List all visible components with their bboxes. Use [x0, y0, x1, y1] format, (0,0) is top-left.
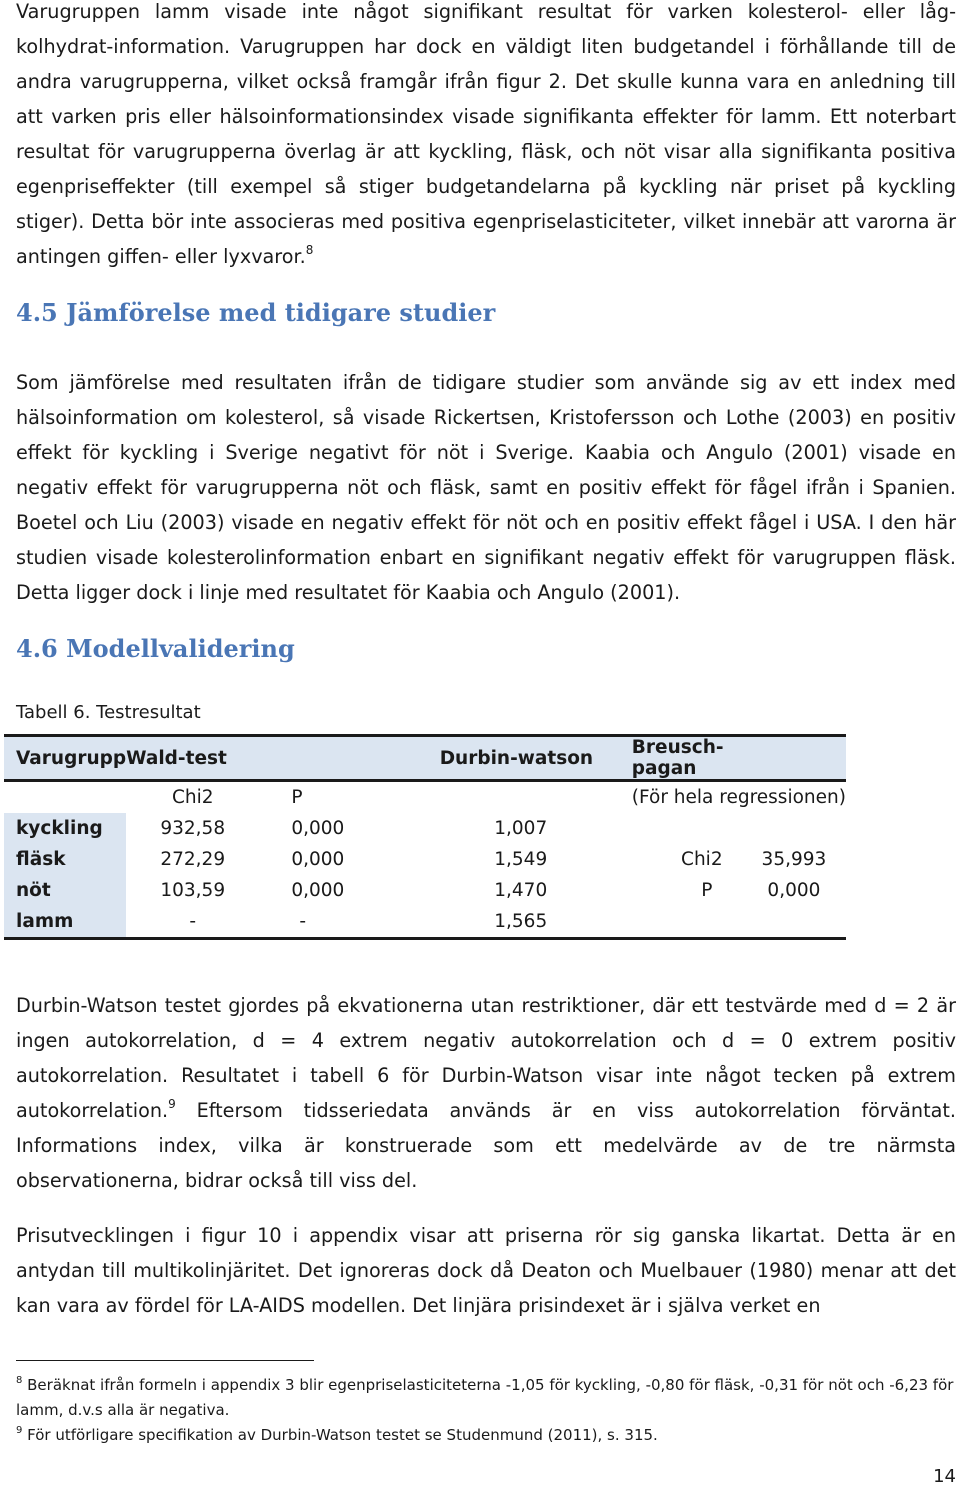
- header-empty-2: [742, 736, 846, 781]
- table-cell: 1,007: [494, 818, 548, 839]
- footnote-8: $^8$ Beräknat ifrån formeln i appendix 3 blir egenpriselasticiteterna -1,05 för kyckling, -0,80 för fläsk, -0,31 för nöt och -6,23 för lamm, d.v.s alla är negativa.: [16, 1375, 954, 1419]
- paragraph-price-development: Prisutvecklingen i figur 10 i appendix visar att priserna rör sig ganska likartat. Detta är en antydan till multikolinjäritet. Det ignoreras dock då Deaton och Muelbauer (1980) menar att det kan vara av fördel för LA-AIDS modellen. Det linjära prisindexet är i själva verket en: [16, 1224, 956, 1317]
- table-row: [4, 844, 846, 875]
- paragraph-comparison: Som jämförelse med resultaten ifrån de tidigare studier som använde sig av ett index med hälsoinformation om kolesterol, så visade Rickertsen, Kristofersson och Lothe (2003) en positiv effekt för kyckling i Sverige negativt för nöt i Sverige. Kaabia och Angulo (2001) visade en negativ effekt för varugrupperna nöt och fläsk, samt en positiv effekt för fågel ifrån i Spanien. Boetel och Liu (2003) visade en negativ effekt för nöt och en positiv effekt fågel i USA. I den här studien visade kolesterolinformation enbart en signifikant negativ effekt för varugruppen fläsk. Detta ligger dock i linje med resultatet för Kaabia och Angulo (2001).: [16, 371, 956, 604]
- paragraph-durbin-watson: Durbin-Watson testet gjordes på ekvationerna utan restriktioner, där ett testvärde med d = 2 är ingen autokorrelation, d = 4 extrem negativ autokorrelation och d = 0 extrem positiv autokorrelation. Resultatet i tabell 6 för Durbin-Watson visar inte något tecken på extrem autokorrelation.$^9$ Eftersom tidsseriedata används är en viss autokorrelation förväntat. Informations index, vilka är konstruerade som ett medelvärde av de tre närmsta observationerna, bidrar också till viss del.: [16, 994, 956, 1192]
- table-row-label: lamm: [4, 906, 126, 939]
- table-cell: -: [126, 906, 259, 939]
- table-cell: [4, 781, 126, 814]
- table-cell: 0,000: [291, 849, 345, 870]
- table-cell: 272,29: [160, 849, 226, 870]
- table-cell: Chi2: [171, 787, 214, 808]
- table-row: [4, 813, 846, 844]
- table-cell: 0,000: [291, 818, 345, 839]
- table-cell: (För hela regressionen): [631, 787, 846, 808]
- page-number: 14: [933, 1466, 956, 1487]
- table-cell: [410, 781, 632, 814]
- table-caption: Tabell 6. Testresultat: [16, 702, 201, 723]
- table-cell: [742, 813, 846, 844]
- header-breusch-pagan: Breusch-pagan: [632, 736, 742, 781]
- table-cell: Chi2: [681, 849, 723, 870]
- section-heading-4-6: 4.6 Modellvalidering: [16, 634, 295, 663]
- footnote-ref-9[interactable]: 9: [168, 1097, 176, 1111]
- table-cell: P: [701, 880, 713, 901]
- table-cell: 0,000: [767, 880, 821, 901]
- table-cell: 1,470: [494, 880, 548, 901]
- table-row: [4, 875, 846, 906]
- table-row: [4, 906, 846, 939]
- table-cell: P: [291, 787, 303, 808]
- table-cell: 35,993: [761, 849, 827, 870]
- table-cell: [742, 906, 846, 939]
- header-varugrupp: Varugrupp: [4, 736, 126, 781]
- table-subheader-row: [4, 781, 846, 814]
- section-heading-4-5: 4.5 Jämförelse med tidigare studier: [16, 298, 496, 327]
- table-cell: 1,549: [494, 849, 548, 870]
- table-row-label: nöt: [4, 875, 126, 906]
- header-empty: [259, 736, 409, 781]
- table-cell: [632, 813, 742, 844]
- table-cell: 1,565: [410, 906, 632, 939]
- table-cell: 932,58: [160, 818, 226, 839]
- table-row-label: fläsk: [4, 844, 126, 875]
- footnote-divider: [16, 1360, 314, 1361]
- footnote-9: $^9$ För utförligare specifikation av Durbin-Watson testet se Studenmund (2011), s. 315.: [16, 1425, 658, 1444]
- table-cell: 0,000: [291, 880, 345, 901]
- header-durbin-watson: Durbin-watson: [410, 736, 632, 781]
- paragraph-intro: Varugruppen lamm visade inte något signifikant resultat för varken kolesterol- eller låg-kolhydrat-information. Varugruppen har dock en väldigt liten budgetandel i förhållande till de andra varugrupperna, vilket också framgår ifrån figur 2. Det skulle kunna vara en anledning till att varken pris eller hälsoinformationsindex visade signifikanta effekter för lamm. Ett noterbart resultat för varugrupperna överlag är att kyckling, fläsk, och nöt visar alla signifikanta positiva egenpriseffekter (till exempel så stiger budgetandelarna på kyckling när priset på kyckling stiger). Detta bör inte associeras med positiva egenpriselasticiteter, vilket innebär att varorna är antingen giffen- eller lyxvaror.$^8$: [16, 0, 956, 268]
- table-cell: [632, 906, 742, 939]
- results-table: [4, 734, 846, 940]
- table-row-label: kyckling: [4, 813, 126, 844]
- header-wald-test: Wald-test: [126, 736, 259, 781]
- footnote-ref-8[interactable]: 8: [305, 243, 314, 257]
- table-header-row: [4, 736, 846, 781]
- table-cell: 103,59: [160, 880, 226, 901]
- table-cell: -: [259, 906, 409, 939]
